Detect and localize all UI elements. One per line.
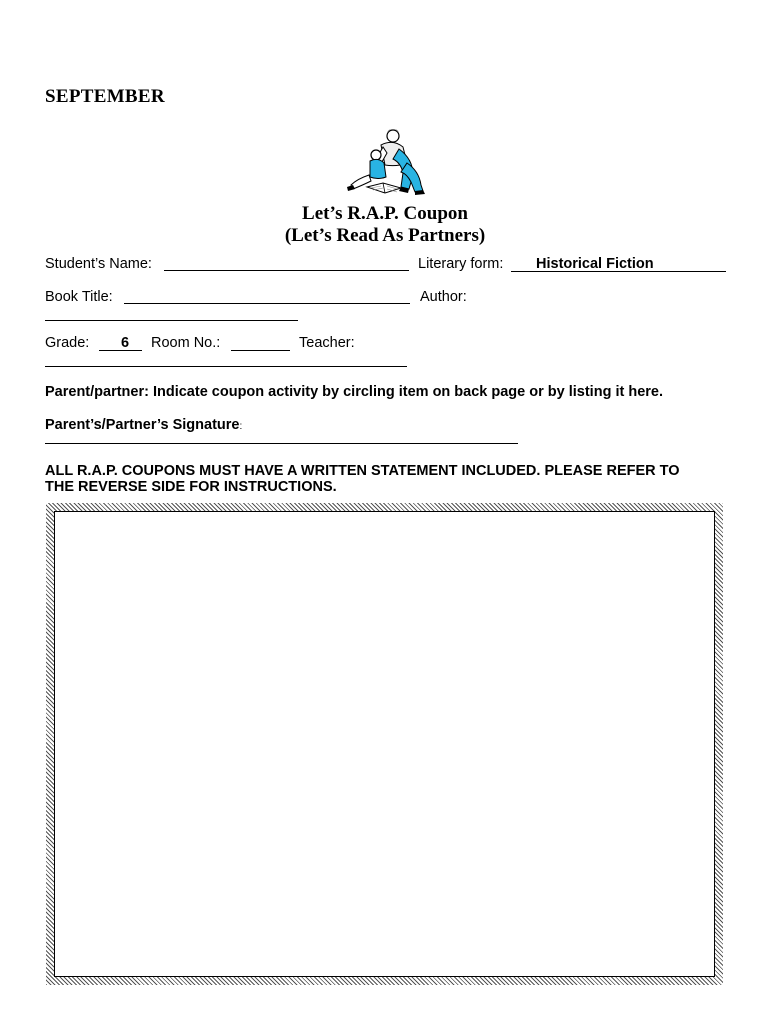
written-statement-box[interactable]: [46, 503, 723, 985]
month-heading: SEPTEMBER: [45, 86, 165, 107]
coupon-title: Let’s R.A.P. Coupon: [302, 203, 468, 224]
literary-form-label: Literary form:: [418, 256, 504, 272]
book-title-label: Book Title:: [45, 289, 113, 305]
signature-label: Parent’s/Partner’s Signature: [45, 417, 240, 433]
author-label: Author:: [420, 289, 467, 305]
grade-value: 6: [121, 335, 130, 351]
statement-line-1: ALL R.A.P. COUPONS MUST HAVE A WRITTEN STATEMENT INCLUDED. PLEASE REFER TO: [45, 463, 680, 479]
student-name-label: Student’s Name:: [45, 256, 152, 272]
grade-label: Grade:: [45, 335, 90, 351]
signature-colon: :: [239, 421, 243, 432]
student-name-field[interactable]: [164, 270, 409, 271]
room-number-label: Room No.:: [151, 335, 221, 351]
literary-form-value: Historical Fiction: [536, 256, 654, 272]
coupon-subtitle: (Let’s Read As Partners): [284, 225, 486, 246]
adult-and-child-reading-illustration: [343, 127, 427, 197]
signature-field[interactable]: [45, 443, 518, 444]
parent-instruction: Parent/partner: Indicate coupon activity by circling item on back page or by listing it here.: [45, 384, 663, 400]
room-number-field[interactable]: [231, 350, 290, 351]
teacher-field[interactable]: [45, 366, 407, 367]
statement-line-2: THE REVERSE SIDE FOR INSTRUCTIONS.: [45, 479, 337, 495]
teacher-label: Teacher:: [299, 335, 355, 351]
written-statement-area: [54, 511, 715, 977]
author-field[interactable]: [45, 320, 298, 321]
book-title-field[interactable]: [124, 303, 410, 304]
